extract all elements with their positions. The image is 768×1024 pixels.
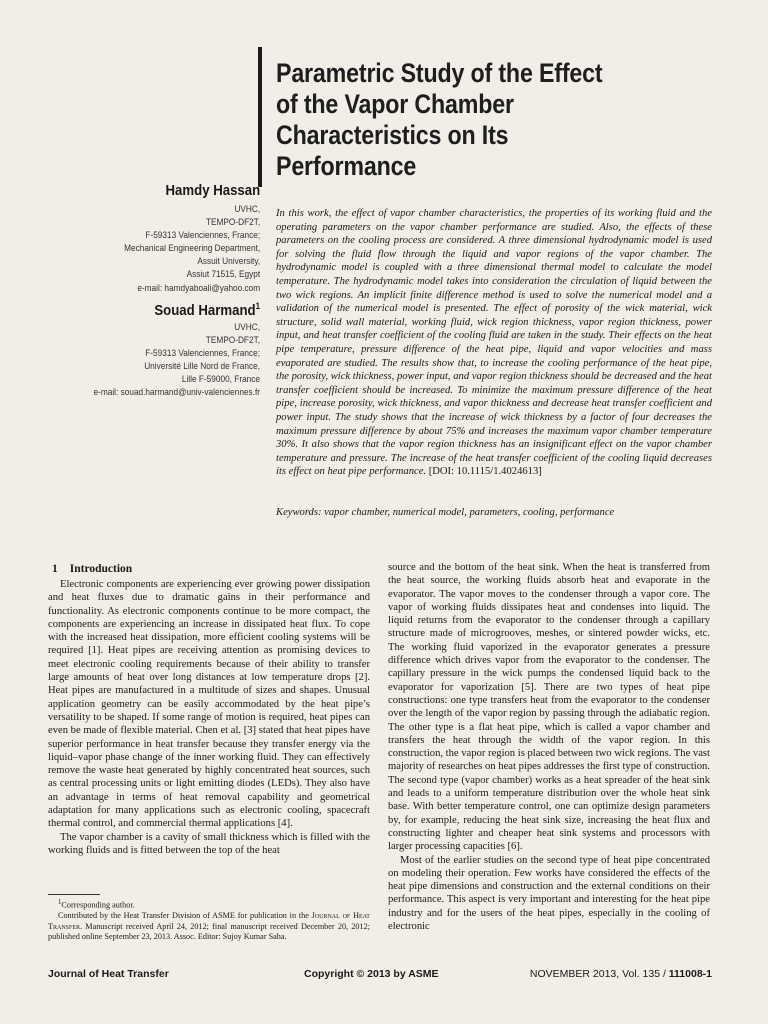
paragraph: source and the bottom of the heat sink. When the heat is transferred from the heat source, the working fluids absorb heat and evaporate in the evaporator. The vapor moves to the condenser through a vapor core. The vapor of working fluids dissipates heat and condenses into liquid. The liquid returns from the evaporator to the condenser through a capillary structure made of microgrooves, meshes, or sintered powder wicks, etc. The working fluid vaporized in the evaporator generates a pressure difference which drives vapor from the evaporator to the condenser. The capillary pressure in the wick pumps the condensed liquid back to the evaporator for vaporization [5]. There are two types of heat pipe constructions: one type transfers heat from the evaporator to the condenser over the length of the vapor region by passing through the adiabatic region. The other type is a flat heat pipe, which is called a vapor chamber and transfers the heat through the width of the vapor region. In this construction, the vapor region is placed between two wick regions. The vast majority of researches on heat pipes addresses the first type of construction. The second type (vapor chamber) works as a heat spreader of the heat sink and leads to a uniform temperature distribution over the whole heat sink base. With better temperature control, one can optimize design parameters by, for example, reducing the heat sink size, increasing the heat flux and constructing lighter and cheaper heat sink systems and processors with larger processing capacities [6]. — [388, 562, 710, 853]
footnote-contribution: Contributed by the Heat Transfer Division of ASME for publication in the Journal of Heat Transfer. Manuscript received April 24, 2012; final manuscript received December 20, 2012; published online September 23, 2013. Assoc. Editor: Sujoy Kumar Saha. — [48, 911, 370, 941]
right-column — [388, 561, 710, 933]
footer-copyright: Copyright © 2013 by ASME — [304, 968, 439, 980]
author-footnote-mark: 1 — [255, 301, 260, 311]
abstract — [276, 207, 712, 479]
affiliation-line: Assiut 71515, Egypt — [186, 269, 260, 280]
page-footer — [48, 968, 712, 982]
affiliation-line: F-59313 Valenciennes, France; — [145, 230, 260, 241]
affiliation-line: TEMPO-DF2T, — [205, 335, 260, 346]
footer-journal: Journal of Heat Transfer — [48, 968, 169, 980]
section-number: 1 — [52, 563, 58, 575]
footnote-rule — [48, 894, 100, 895]
paragraph: The vapor chamber is a cavity of small thickness which is filled with the working fluids and is fitted between the top of the heat — [48, 831, 370, 856]
affiliation-line: UVHC, — [234, 322, 260, 332]
author-name: Souad Harmand$^1$ — [154, 301, 260, 319]
author-block-2 — [75, 297, 260, 400]
keywords: Keywords: vapor chamber, numerical model, parameters, cooling, performance — [276, 507, 615, 518]
title-line: of the Vapor Chamber — [276, 89, 514, 119]
author-block-1 — [109, 182, 260, 295]
affiliation-line: Assuit University, — [197, 256, 260, 267]
left-column — [48, 578, 370, 857]
title-accent-bar — [258, 47, 262, 187]
doi: [DOI: 10.1115/1.4024613] — [428, 466, 542, 478]
paper-title — [276, 58, 680, 182]
affiliation-line: TEMPO-DF2T, — [205, 217, 260, 228]
author-email: e-mail: hamdyaboali@yahoo.com — [137, 282, 260, 293]
paragraph: Most of the earlier studies on the second type of heat pipe concentrated on modeling their operation. Few works have considered the effects of the heat pipe dimensions and construction and the external conditions on their performance. This aspect is very important and interesting for the heat pipe industry and for the users of the heat pipes, especially in the cooling of electronic — [388, 854, 710, 933]
footer-issue: NOVEMBER 2013, Vol. 135 / 111008-1 — [529, 968, 712, 980]
footnotes — [48, 898, 370, 942]
title-line: Parametric Study of the Effect — [276, 58, 603, 88]
author-name: Hamdy Hassan — [165, 182, 260, 199]
affiliation-line: F-59313 Valenciennes, France; — [145, 348, 260, 359]
affiliation-line: Mechanical Engineering Department, — [123, 243, 260, 254]
affiliation-line: Université Lille Nord de France, — [144, 361, 260, 372]
affiliation-line: Lille F-59000, France — [181, 374, 260, 385]
affiliation-line: UVHC, — [234, 204, 260, 214]
paragraph: Electronic components are experiencing ever growing power dissipation and heat fluxes due to dramatic gains in their performance and functionality. As electronic components continue to be more compact, the components are experiencing an increase in dissipated heat flux. To cope with the increased heat dissipation, more efficient cooling systems will be required [1]. Heat pipes are receiving attention as promising devices to meet electronic cooling requirements because of their ability to transfer large amounts of heat over long distances at low temperature drops [2]. Heat pipes are manufactured in a multitude of sizes and shapes. Unusual application geometry can be easily accommodated by the heat pipe’s versatility to be shaped. If some range of motion is required, heat pipes can even be made of flexible material. Chen et al. [3] stated that heat pipes have superior performance in heat transfer because they transfer energy via the liquid–vapor phase change of the inner working fluid. They can effectively remove the waste heat generated by highly concentrated heat sources, such as central processing units or light emitting diodes (LEDs). They also have an advantage in terms of heat removal capability and geometrical adaptation for many applications such as electronic cooling, spacecraft thermal control, and commercial thermal applications [4]. — [48, 579, 370, 830]
journal-name: Journal of Heat Transfer — [48, 911, 370, 931]
title-line: Characteristics on Its — [276, 120, 509, 150]
footnote-corresponding: $^1$Corresponding author. — [58, 899, 135, 910]
section-title: Introduction — [69, 563, 133, 575]
author-email: e-mail: souad.harmand@univ-valenciennes.fr — [93, 387, 260, 398]
page-number: 111008-1 — [668, 968, 712, 980]
title-line: Performance — [276, 151, 417, 181]
section-heading — [52, 563, 132, 575]
abstract-text: In this work, the effect of vapor chamber characteristics, the properties of its working fluid and the operating parameters on the vapor chamber performance are studied. Also, the effects of these parameters on the cooling process are considered. A three dimensional hydrodynamic model is used for solving the fluid flow through the liquid and vapor regions of the vapor chamber. The hydrodynamic model is coupled with a three dimensional thermal model to calculate the model temperature. The hydrodynamic model takes into consideration the circulation of liquid between the two wick regions. An implicit finite difference method is used to solve the numerical model and a validation of the numerical model is presented. The effect of porosity of the wick material, wick structure, solid wall material, working fluid, wick region thickness, vapor region thickness, power input, and heat transfer coefficient of the cooling fluid are taken in the study. Their effects on the heat pipe temperature, pressure difference of the heat pipe, liquid and vapor velocities and mass evaporated are studied. The results show that, to increase the cooling performance of the heat pipe, the porosity, wick thickness, power input, and vapor region thickness should be decreased and the heat transfer coefficient should be increased. To minimize the maximum pressure difference of the heat pipe, increase porosity, wick thickness, and vapor thickness and decrease heat transfer coefficient and power input. The study shows that the increase of wick thickness by a factor of four decreases the maximum pressure difference by about 75% and increases the maximum vapor chamber temperature 30%. It also shows that the vapor region thickness has an insignificant effect on the vapor chamber temperature and pressure. The increase of the heat transfer coefficient of the cooling liquid decreases its effect on heat pipe performance. — [276, 208, 712, 478]
